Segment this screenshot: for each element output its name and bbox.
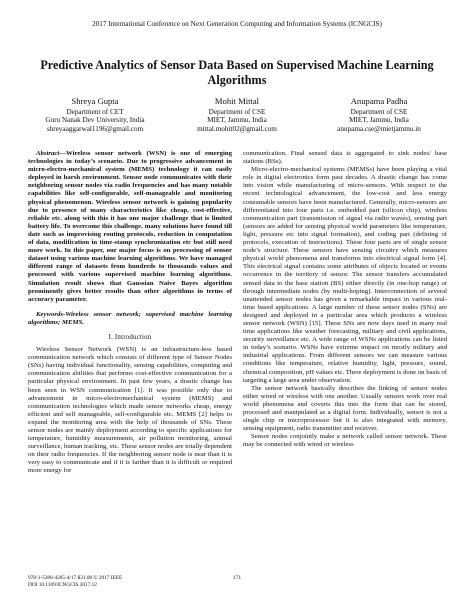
section-heading-introduction: I. Introduction — [108, 333, 152, 341]
right-column — [243, 150, 447, 449]
doi-line: DOI 10.1109/ICNGCIS.2017.12 — [28, 581, 97, 588]
author-inst: MIET, Jammu, India — [349, 116, 409, 125]
author-name: Shreya Gupta — [71, 96, 119, 106]
body-paragraph: Micro-electro-mechanical systems (MEMSs) have been playing a vital role in digital electronics form past decades. A drastic change has come into vision while manufacturing of micro-sensors. With respect to the recent technological advancement, the low-cost and less energy consumable sensors have been manufactured. Generally, micro-sensors are differentiated into four parts i.e. embedded part (silicon chip), wireless communication part (transmission of signal via radio waves), sensing part (sensors are added for sensing physical world parameters like temperature, light, pressure etc into signal formation), and coding part (defining of protocols, execution of instructions). These four parts are of single sensor node’s structure. These sensors have sensing circuitry which measures physical world phenomena and transforms into electrical signal form [4]. This electrical signal contains some attributes of objects located or events occurrence in the territory of sensor. The sensor transfers accumulated sensed data to the base station (BS) either directly (in one-hop range) or through intermediate nodes (by multi-hoping). Interconnection of several unattended sensor nodes has given a remarkable impact in various real-time based applications. A large number of these sensor nodes (SNs) are designed and deployed in a particular area which produces a wireless sensor network (WSN) [15]. These SNs are now days used in many real time applications like weather forecasting, military and civil applications, security surveillance etc. A wide range of WSNs applications can be listed in today’s scenario. WSNs have extreme impact on mostly military and industrial applications. From different sensors we can measure various conditions like temperature, relative humidity, light, pressure, sound, chemical composition, pH values etc. There deployment is done on basis of targeting a large area under observation. — [243, 166, 448, 384]
author-dept: Department of CSE — [208, 107, 266, 116]
abstract-text: Wireless sensor network (WSN) is one of emerging technologies in today’s scenario. Due to progressive advancement in micro-electro-mechanical system (MEMS) technology it can easily deployed in harsh environment. Sensor node communicates with their neighboring sensor nodes via radio frequencies and has many notable capabilities like self-configurable, self-manageable and monitoring physical phenomenon. Wireless sensor network is gaining popularity due to presence of many characteristics like cheap, cost-effective, reliable etc. along with this it has one major challenge that is limited battery life. To overcome this challenge, many solutions have found till date such as improvising routing protocols, reduction in computation of data, modification in time-stamp synchronization etc but still need more work. In this paper, our major focus is on processing of sensor dataset using various machine learning algorithms. We have managed different range of datasets from hundreds to thousands values and processed with various supervised machine learning algorithms. Simulation result shows that Gaussian Naive Bayes algorithm prominently gives better results than other algorithms in terms of accuracy parameter. — [28, 150, 232, 303]
author-1 — [28, 97, 162, 133]
abstract-label: Abstract— — [36, 150, 67, 157]
author-dept: Department of CET — [66, 107, 124, 116]
author-block — [28, 97, 446, 133]
author-2 — [170, 97, 304, 133]
author-3 — [312, 97, 446, 133]
body-paragraph: The sensor network basically describes the linking of sensor nodes either wired or wireless with one another. Usually sensors work over real world phenomena and coverts this into the form that can be stored, processed and manipulated as a digital form. Individually, sensor is not a single chip or microprocessor but it is also integrated with memory, sensing equipment, radio transmitter and receiver. — [243, 384, 447, 433]
isbn-line: 978-1-5386-4205-4/17 $31.00 © 2017 IEEE — [28, 575, 123, 581]
abstract — [28, 150, 232, 304]
author-email: shreyaaggarwal1196@gmail.com — [46, 124, 144, 133]
keywords: Keywords-Wireless sensor network; supervised machine learning algorithms; MEMS. — [28, 310, 232, 326]
intro-paragraph: Wireless Sensor Network (WSN) is an infrastructure-less based communication network which consists of different type of Sensor Nodes (SNs) having individual functionality, sensing capabilities, computing and communication abilities that performs cost-effective communication for a particular physical environment. In past few years, a drastic change has been seen in WSN communication [1]. It was possible only due to advancement in micro-electromechanical system (MEMS) and communication technologies which made sensor networks cheap, energy efficient and self manageable, self-configurable etc. MEMS [2] helps to expand the monitoring area with the help of thousands of SNs. These sensor nodes are mainly deployment according to specific applications for temperature, humidity measurements, air pollution monitoring, animal surveillance, human tracking, etc. These sensor nodes are totally dependent on their radio frequencies. If the neighboring sensor node is near than it is very easy to communicate and if it is farther than it is difficult or required more energy for — [28, 346, 232, 475]
body-paragraph: communication. Final sensed data is aggregated to sink nodes/ base stations (BSs). — [243, 150, 447, 166]
page-number: 171 — [232, 575, 242, 581]
author-email: mittal.mohit02@gmail.com — [197, 124, 277, 133]
conference-header: 2017 International Conference on Next Generation Computing and Information Systems (ICNGCIS) — [92, 20, 382, 28]
author-inst: MIET, Jammu, India — [207, 116, 267, 125]
author-dept: Department of CSE — [350, 107, 408, 116]
author-name: Mohit Mittal — [214, 96, 260, 106]
left-column — [28, 150, 232, 476]
author-inst: Guru Nanak Dev University, India — [45, 116, 145, 125]
paper-title: Predictive Analytics of Sensor Data Based on Supervised Machine Learning Algorithms — [40, 58, 434, 87]
body-paragraph: Sensor nodes conjointly make a network called sensor network. These may be connected with wired or wireless — [243, 433, 447, 449]
author-email: anupama.cse@mietjammu.in — [337, 124, 421, 133]
author-name: Anupama Padha — [350, 96, 408, 106]
